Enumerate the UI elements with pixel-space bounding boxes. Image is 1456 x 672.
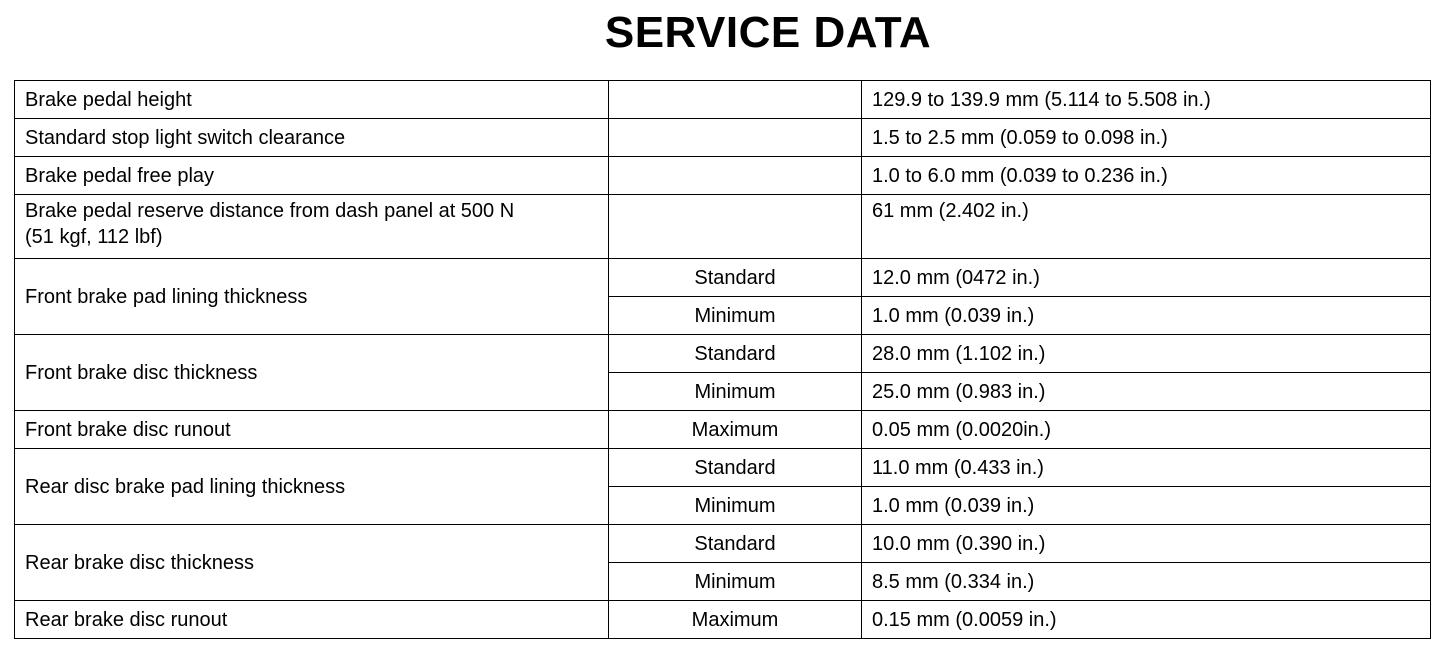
item-name-line: (51 kgf, 112 lbf) <box>25 226 163 248</box>
spec-value: 10.0 mm (0.390 in.) <box>862 525 1431 563</box>
condition-cell: Minimum <box>609 297 862 335</box>
spec-value: 25.0 mm (0.983 in.) <box>862 373 1431 411</box>
condition-cell: Standard <box>609 335 862 373</box>
spec-value: 12.0 mm (0472 in.) <box>862 259 1431 297</box>
spec-value: 1.0 mm (0.039 in.) <box>862 487 1431 525</box>
condition-cell: Standard <box>609 259 862 297</box>
item-name: Rear disc brake pad lining thickness <box>15 449 609 525</box>
item-name: Brake pedal free play <box>15 157 609 195</box>
table-row <box>15 157 1431 195</box>
table-row <box>15 195 1431 259</box>
condition-cell: Maximum <box>609 601 862 639</box>
spec-value: 1.0 mm (0.039 in.) <box>862 297 1431 335</box>
condition-cell <box>609 157 862 195</box>
table-row <box>15 525 1431 563</box>
item-name: Front brake pad lining thickness <box>15 259 609 335</box>
condition-cell: Minimum <box>609 487 862 525</box>
table-row <box>15 335 1431 373</box>
spec-value: 0.15 mm (0.0059 in.) <box>862 601 1431 639</box>
table-row <box>15 259 1431 297</box>
condition-cell: Standard <box>609 525 862 563</box>
spec-value: 1.0 to 6.0 mm (0.039 to 0.236 in.) <box>862 157 1431 195</box>
item-name: Rear brake disc runout <box>15 601 609 639</box>
item-name: Rear brake disc thickness <box>15 525 609 601</box>
spec-value: 61 mm (2.402 in.) <box>862 195 1431 259</box>
condition-cell <box>609 195 862 259</box>
table-row <box>15 411 1431 449</box>
service-data-table <box>14 80 1431 639</box>
condition-cell: Standard <box>609 449 862 487</box>
item-name-line: Brake pedal reserve distance from dash panel at 500 N <box>25 200 515 222</box>
spec-value: 28.0 mm (1.102 in.) <box>862 335 1431 373</box>
spec-value: 11.0 mm (0.433 in.) <box>862 449 1431 487</box>
spec-value: 0.05 mm (0.0020in.) <box>862 411 1431 449</box>
condition-cell: Maximum <box>609 411 862 449</box>
item-name: Front brake disc thickness <box>15 335 609 411</box>
condition-cell <box>609 81 862 119</box>
condition-cell: Minimum <box>609 373 862 411</box>
table-row <box>15 119 1431 157</box>
item-name: Front brake disc runout <box>15 411 609 449</box>
spec-value: 129.9 to 139.9 mm (5.114 to 5.508 in.) <box>862 81 1431 119</box>
condition-cell: Minimum <box>609 563 862 601</box>
table-row <box>15 601 1431 639</box>
item-name: Brake pedal height <box>15 81 609 119</box>
item-name <box>15 195 609 259</box>
spec-value: 1.5 to 2.5 mm (0.059 to 0.098 in.) <box>862 119 1431 157</box>
page-title: SERVICE DATA <box>604 8 932 57</box>
spec-value: 8.5 mm (0.334 in.) <box>862 563 1431 601</box>
table-row <box>15 81 1431 119</box>
item-name: Standard stop light switch clearance <box>15 119 609 157</box>
condition-cell <box>609 119 862 157</box>
table-row <box>15 449 1431 487</box>
